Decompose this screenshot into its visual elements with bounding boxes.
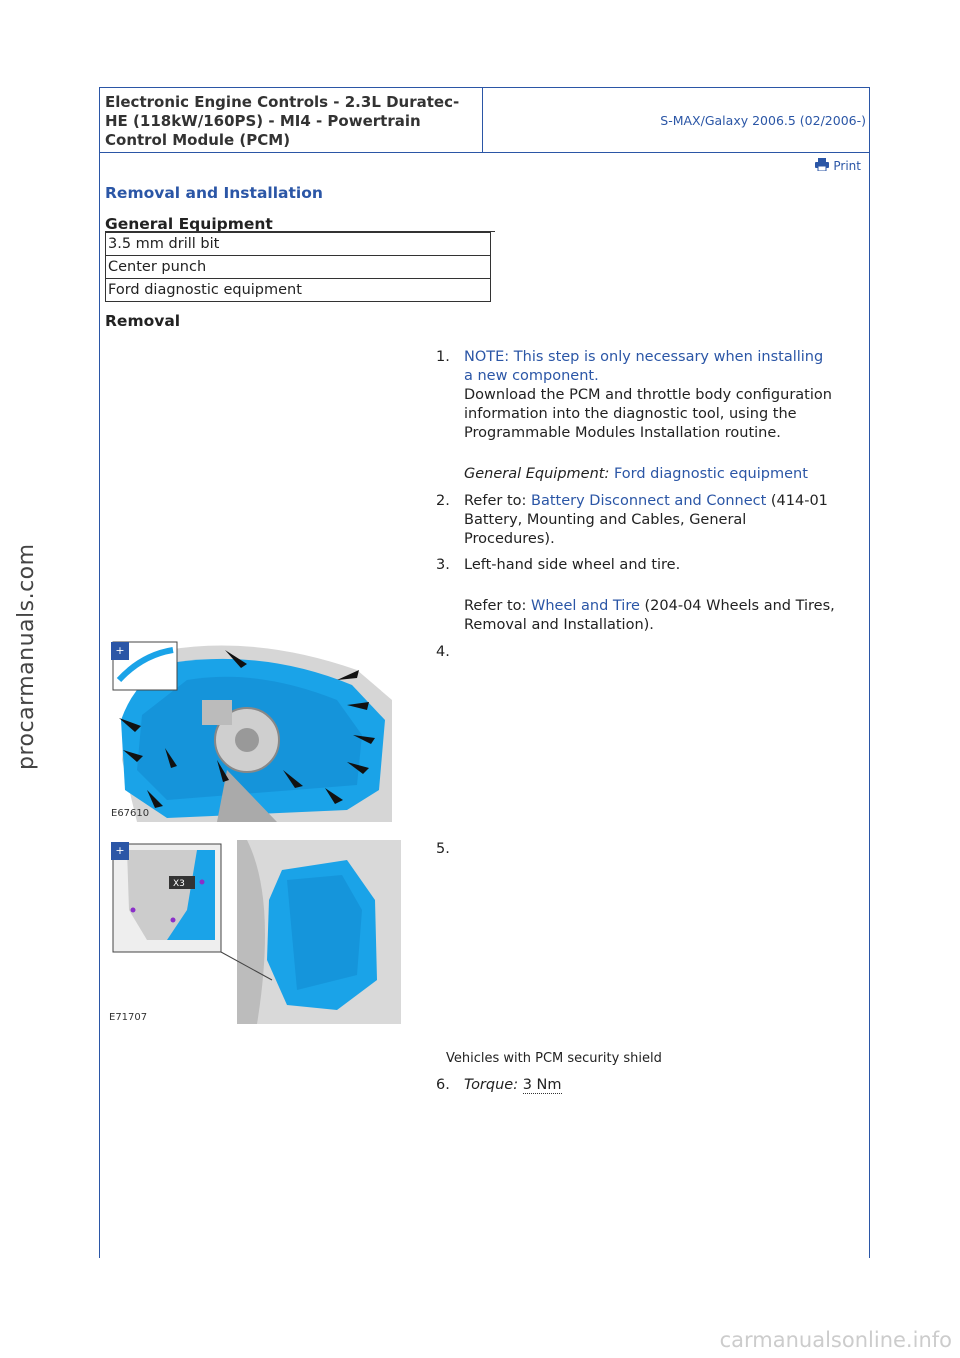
figure-pcm-shield [107, 840, 401, 1024]
torque-label: Torque: [464, 1077, 519, 1093]
side-watermark: procarmanuals.com [14, 543, 39, 770]
step-3 [436, 556, 836, 635]
equipment-table [105, 232, 491, 302]
figure-badge: X3 [173, 879, 185, 889]
print-button[interactable] [815, 158, 861, 174]
print-label: Print [833, 159, 861, 173]
figure-id: E67610 [111, 808, 150, 819]
wheel-and-tire-link[interactable]: Wheel and Tire [531, 598, 640, 614]
step-text: Download the PCM and throttle body configuration information into the diagnostic tool, using the Programmable Modules Installation routine. [464, 387, 832, 441]
step-6 [436, 1076, 836, 1095]
bottom-watermark: carmanualsonline.info [719, 1328, 952, 1352]
step-number: 4. [436, 644, 450, 660]
step-equipment [464, 465, 836, 484]
document-header [100, 88, 869, 153]
step-note: NOTE: This step is only necessary when installing a new component. [464, 349, 824, 384]
torque-value: 3 Nm [522, 1077, 562, 1093]
equipment-item: Ford diagnostic equipment [106, 279, 491, 302]
document-frame [99, 87, 870, 1258]
step-number: 1. [436, 349, 450, 365]
section-title: Removal and Installation [105, 184, 323, 202]
equipment-item: 3.5 mm drill bit [106, 233, 491, 256]
step-2 [436, 492, 836, 549]
equipment-label: General Equipment: [464, 466, 610, 482]
equipment-heading: General Equipment [105, 215, 273, 233]
figure-wheel-arch [107, 640, 393, 822]
step-number: 3. [436, 557, 450, 573]
step-1 [436, 348, 836, 484]
zoom-icon[interactable]: + [111, 642, 129, 660]
table-row [106, 233, 491, 256]
step-number: 5. [436, 841, 450, 857]
step-number: 6. [436, 1077, 450, 1093]
table-row [106, 256, 491, 279]
ford-diagnostic-link[interactable]: Ford diagnostic equipment [613, 466, 808, 482]
step-number: 2. [436, 493, 450, 509]
step-text: Left-hand side wheel and tire. [464, 557, 681, 573]
model-label: S-MAX/Galaxy 2006.5 (02/2006-) [660, 112, 866, 128]
table-row [106, 279, 491, 302]
battery-disconnect-link[interactable]: Battery Disconnect and Connect [531, 493, 767, 509]
figure-id: E71707 [109, 1012, 148, 1023]
refer-label: Refer to: [464, 598, 527, 614]
refer-suffix: (204-04 Wheels and Tires, Removal and Installation). [464, 598, 835, 633]
removal-heading: Removal [105, 312, 181, 330]
refer-label: Refer to: [464, 493, 527, 509]
printer-icon [815, 158, 829, 174]
zoom-icon[interactable]: + [111, 842, 129, 860]
equipment-item: Center punch [106, 256, 491, 279]
figure-caption: Vehicles with PCM security shield [446, 1051, 662, 1066]
document-title: Electronic Engine Controls - 2.3L Duratec-HE (118kW/160PS) - MI4 - Powertrain Control Module (PCM) [100, 88, 483, 152]
refer-suffix: (414-01 Battery, Mounting and Cables, General Procedures). [464, 493, 828, 547]
